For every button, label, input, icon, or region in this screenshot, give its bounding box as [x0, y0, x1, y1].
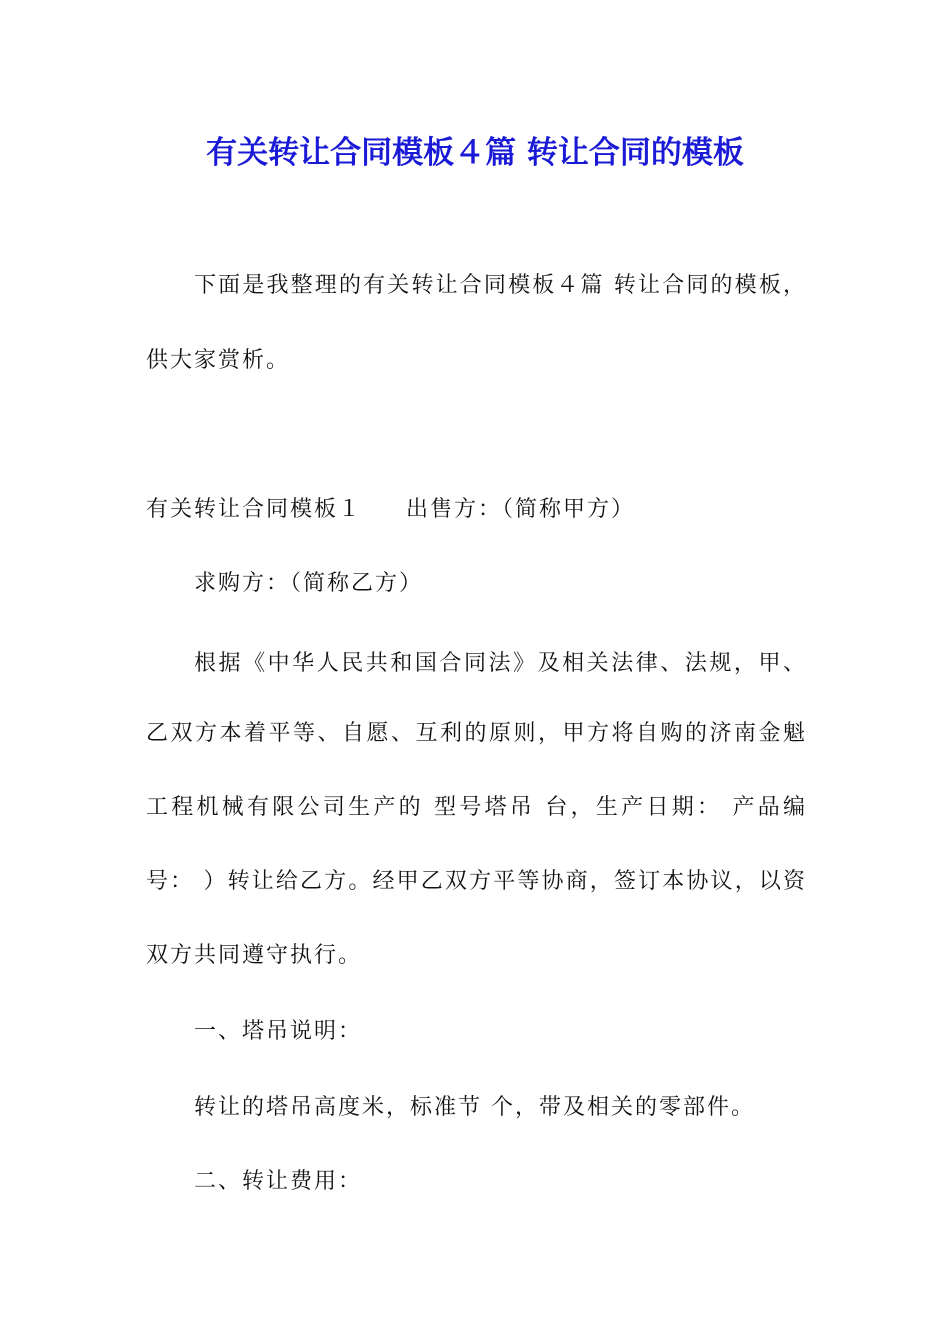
paragraph-line-4: 号： ）转让给乙方。经甲乙双方平等协商，签订本协议，以资 — [146, 869, 806, 894]
paragraph-line-2: 乙双方本着平等、自愿、互利的原则，甲方将自购的济南金魁 — [146, 721, 806, 746]
paragraph-line-1: 根据《中华人民共和国合同法》及相关法律、法规，甲、 — [194, 651, 806, 676]
template-heading-line — [146, 494, 635, 526]
intro-line-1: 下面是我整理的有关转让合同模板４篇 转让合同的模板， — [194, 273, 806, 298]
document-title: 有关转让合同模板４篇 转让合同的模板 — [206, 135, 744, 171]
paragraph-line-5: 双方共同遵守执行。 — [146, 943, 363, 968]
buyer-label: 求购方：（简称乙方） — [194, 571, 424, 596]
intro-line-2: 供大家赏析。 — [146, 348, 291, 373]
seller-label: 出售方：（简称甲方） — [406, 497, 636, 522]
section-2-title: 二、转让费用： — [194, 1169, 363, 1194]
template-heading: 有关转让合同模板１ — [146, 497, 363, 522]
section-1-title: 一、塔吊说明： — [194, 1019, 363, 1044]
paragraph-line-3: 工程机械有限公司生产的 型号塔吊 台，生产日期： 产品编 — [146, 795, 806, 820]
section-1-text: 转让的塔吊高度米，标准节 个，带及相关的零部件。 — [194, 1095, 755, 1120]
